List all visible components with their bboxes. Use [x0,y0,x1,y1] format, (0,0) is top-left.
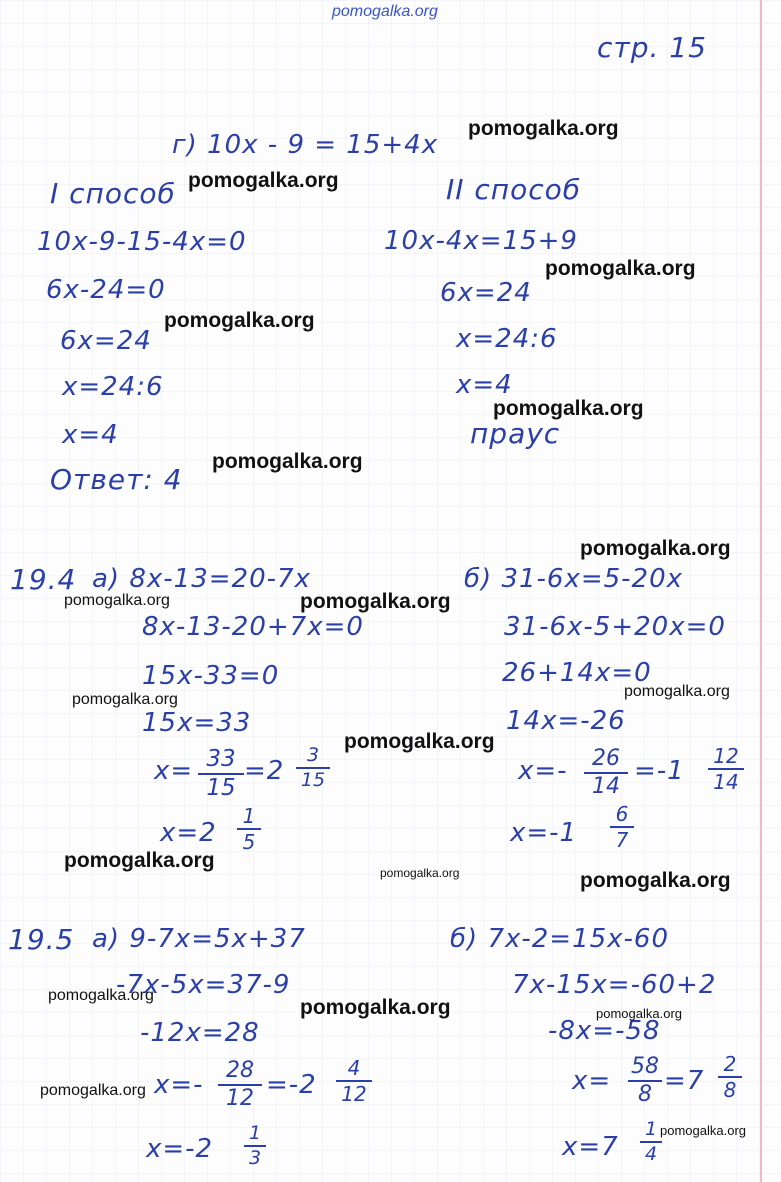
watermark: pomogalka.org [344,730,495,753]
m2-note: праус [470,417,561,450]
ex-19-5-b-line1: 7x-15x=-60+2 [512,970,717,1000]
ex-19-4-b-final: x=-1 [510,818,578,848]
page-number: стр. 15 [597,31,707,64]
m1-line5: x=4 [62,420,119,450]
ex-19-5-b-final-fraction [640,1120,662,1164]
ex-19-4-a-x: x= [154,756,194,786]
site-watermark-top: pomogalka.org [332,3,438,20]
ex-19-5-b-task: б) 7x-2=15x-60 [450,924,670,954]
task-g-equation: г) 10x - 9 = 15+4x [172,130,439,160]
ex-19-5-a-final-fraction [244,1124,266,1168]
ex-19-4-a-line3: 15x=33 [142,708,252,738]
watermark: pomogalka.org [493,397,644,420]
m2-line4: x=4 [456,370,513,400]
numerator: 3 [306,744,320,766]
m2-line2: 6x=24 [440,278,532,308]
numerator: 58 [631,1054,659,1079]
denominator: 15 [300,769,326,791]
numerator: 6 [615,802,629,826]
watermark: pomogalka.org [624,683,730,700]
ex-19-4-a-final: x=2 [160,818,217,848]
margin-line [760,0,762,1182]
watermark: pomogalka.org [64,849,215,872]
watermark: pomogalka.org [300,996,451,1019]
watermark: pomogalka.org [545,257,696,280]
watermark: pomogalka.org [188,169,339,192]
ex-19-4-a-task: а) 8x-13=20-7x [92,564,311,594]
numerator: 26 [592,746,620,771]
watermark: pomogalka.org [580,869,731,892]
ex-19-5-a-fraction [218,1060,262,1110]
ex-19-5-a-line2: -12x=28 [140,1018,260,1048]
denominator: 3 [248,1147,262,1169]
watermark: pomogalka.org [40,1082,146,1099]
ex-19-5-a-x: x=- [154,1070,204,1100]
ex-19-4-a-fraction [198,748,244,800]
numerator: 12 [713,744,739,768]
denominator: 7 [615,828,629,852]
denominator: 15 [206,775,236,801]
ex-19-5-b-line2: -8x=-58 [548,1016,661,1046]
watermark: pomogalka.org [164,309,315,332]
ex-19-5-b-final: x=7 [562,1132,619,1162]
watermark: pomogalka.org [48,987,154,1004]
watermark: pomogalka.org [300,590,451,613]
ex-19-4-a-eq: =2 [244,756,285,786]
m1-line4: x=24:6 [62,372,164,402]
ex-19-4-a-line1: 8x-13-20+7x=0 [142,612,364,642]
denominator: 12 [226,1086,254,1111]
ex-19-4-b-x: x=- [518,756,568,786]
denominator: 5 [242,830,256,854]
numerator: 4 [347,1056,361,1080]
denominator: 4 [644,1143,658,1165]
watermark: pomogalka.org [212,450,363,473]
ex-19-4-b-line1: 31-6x-5+20x=0 [504,612,726,642]
watermark: pomogalka.org [468,117,619,140]
numerator: 33 [206,746,236,772]
ex-19-4-a-final-fraction [237,806,261,852]
watermark: pomogalka.org [64,592,170,609]
m1-line2: 6x-24=0 [46,275,166,305]
m1-line3: 6x=24 [60,326,152,356]
ex-19-4-b-eq: =-1 [634,756,685,786]
ex-19-5-number: 19.5 [8,923,75,956]
ex-19-5-a-eq: =-2 [266,1070,317,1100]
m2-line1: 10x-4x=15+9 [384,226,578,256]
watermark: pomogalka.org [660,1123,746,1138]
ex-19-4-b-line3: 14x=-26 [506,706,626,736]
m2-line3: x=24:6 [456,324,558,354]
denominator: 8 [723,1078,737,1102]
ex-19-5-b-fraction [628,1056,662,1106]
m1-answer: Ответ: 4 [50,463,183,496]
ex-19-4-number: 19.4 [10,563,77,596]
numerator: 28 [226,1058,254,1083]
watermark: pomogalka.org [72,691,178,708]
ex-19-5-a-fraction2 [336,1058,372,1104]
ex-19-4-a-line2: 15x-33=0 [142,661,280,691]
ex-19-5-b-x: x= [572,1066,612,1096]
method-2-title: II способ [446,173,582,206]
denominator: 8 [638,1082,652,1107]
numerator: 2 [723,1052,737,1076]
ex-19-5-b-eq: =7 [664,1066,705,1096]
numerator: 1 [644,1118,658,1140]
numerator: 1 [242,804,256,828]
denominator: 14 [713,770,739,794]
ex-19-4-a-fraction2 [296,746,330,790]
denominator: 12 [341,1082,367,1106]
watermark: pomogalka.org [596,1006,682,1021]
method-1-title: I способ [50,177,176,210]
ex-19-4-b-final-fraction [610,804,634,850]
m1-line1: 10x-9-15-4x=0 [37,227,247,257]
watermark: pomogalka.org [380,866,460,880]
ex-19-5-b-fraction2 [718,1054,742,1100]
ex-19-4-b-fraction [584,748,628,798]
watermark: pomogalka.org [580,537,731,560]
ex-19-5-a-final: x=-2 [146,1134,214,1164]
ex-19-4-b-fraction2 [708,746,744,792]
ex-19-5-a-task: а) 9-7x=5x+37 [92,924,306,954]
ex-19-4-b-task: б) 31-6x=5-20x [464,564,684,594]
numerator: 1 [248,1122,262,1144]
ex-19-5-a-line1: -7x-5x=37-9 [116,970,291,1000]
ex-19-4-b-line2: 26+14x=0 [502,658,652,688]
denominator: 14 [592,774,620,799]
